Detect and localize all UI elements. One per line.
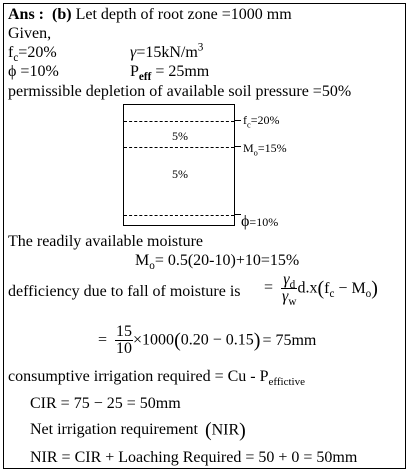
mo-line xyxy=(124,147,234,148)
given-fc: $f_c=20\%$ xyxy=(8,44,57,65)
fc-line xyxy=(124,121,234,122)
mid-band-pct: 5% xyxy=(172,167,188,181)
mo-label: $M_o=15\%$ xyxy=(243,141,287,158)
deficiency-text: defficiency due to fall of moisture is xyxy=(8,283,241,300)
deficiency-formula: = $\frac{\gamma_d}{\gamma_w}$ $d.x(f_c - M_o)$ xyxy=(264,271,378,309)
permissible-depletion: permissible depletion of available soil pressure =50% xyxy=(8,83,352,100)
nir-definition: Net irrigation requirement (NIR) xyxy=(30,419,246,442)
given-gamma: $\gamma=15kN/m^3$ xyxy=(130,41,204,61)
answer-intro: Ans : (b) Let depth of root zone =1000 mm xyxy=(8,6,292,23)
phi-line xyxy=(124,215,234,216)
deficiency-calculation: = $\frac{15}{10}$ ×1000(0.20 − 0.15) = 75mm xyxy=(98,323,317,357)
nir-equation: NIR = CIR + Loaching Required = 50 + 0 = 50mm xyxy=(30,449,358,466)
fc-label: $f_c=20\%$ xyxy=(243,113,280,130)
readily-available-heading: The readily available moisture xyxy=(8,233,204,250)
consumptive-irrigation: consumptive irrigation required = Cu - $P_{effictive}$ xyxy=(8,368,305,389)
phi-label: ϕ=10% xyxy=(241,213,279,230)
intro-text: Let depth of root zone =1000 mm xyxy=(71,6,292,23)
cir-equation: CIR = 75 − 25 = 50mm xyxy=(30,395,181,412)
given-label: Given, xyxy=(8,25,52,42)
given-phi: ϕ =10% xyxy=(8,63,59,80)
given-peff: $P_{eff} = 25mm$ xyxy=(130,63,210,84)
top-band-pct: 5% xyxy=(172,129,188,143)
answer-label: Ans : xyxy=(8,6,45,23)
mo-equation: $M_o= 0.5(20-10)+10=15\%$ xyxy=(135,252,300,273)
soil-moisture-diagram xyxy=(123,104,235,226)
